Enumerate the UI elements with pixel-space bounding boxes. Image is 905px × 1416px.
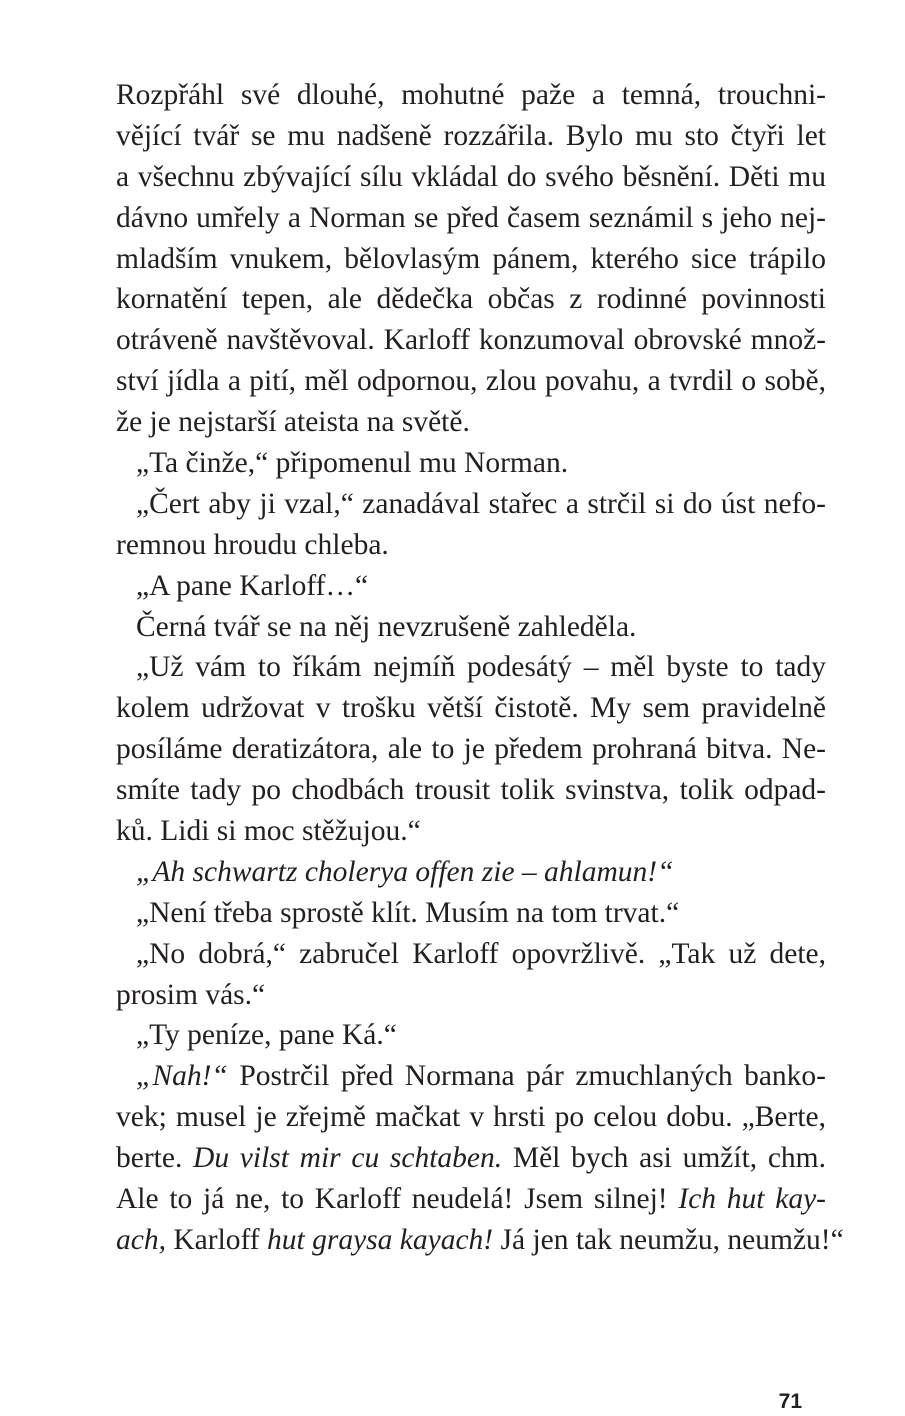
- text-line: [116, 1220, 844, 1261]
- text-line: [116, 320, 826, 361]
- text-line: [116, 647, 826, 688]
- text-line: [116, 1097, 826, 1138]
- text-span: „No dobrá,“ zabručel Karloff opovržlivě. „Tak už dete,: [136, 937, 826, 970]
- text-span-italic: ach,: [116, 1223, 166, 1256]
- text-span: Karloff: [165, 1223, 268, 1256]
- text-span: remnou hroudu chleba.: [116, 528, 389, 561]
- text-line: [116, 852, 826, 893]
- text-span: „Není třeba sprostě klít. Musím na tom trvat.“: [136, 896, 680, 929]
- text-span: Já jen tak neumžu, neumžu!“: [493, 1223, 844, 1256]
- text-span: kornatění tepen, ale dědečka občas z rodinné povinnosti: [116, 283, 826, 316]
- text-line: [116, 729, 826, 770]
- text-line: [116, 402, 826, 443]
- text-line: [116, 239, 826, 280]
- text-span: Postrčil před Normana pár zmuchlaných banko-: [227, 1060, 826, 1093]
- text-span-italic: „Nah!“: [136, 1060, 228, 1093]
- text-line: [116, 893, 826, 934]
- text-span: „Ty peníze, pane Ká.“: [136, 1019, 397, 1052]
- text-span: „Ah schwartz cholerya offen zie – ahlamun!“: [136, 855, 674, 888]
- text-span: mladším vnukem, bělovlasým pánem, kterého sice trápilo: [116, 242, 826, 275]
- page-number: 71: [778, 1390, 802, 1413]
- text-span: posíláme deratizátora, ale to je předem prohraná bitva. Ne-: [116, 733, 826, 766]
- text-span: vějící tvář se mu nadšeně rozzářila. Bylo mu sto čtyři let: [116, 119, 826, 152]
- text-line: [116, 975, 826, 1016]
- text-line: [116, 116, 826, 157]
- text-span: kolem udržovat v trošku větší čistotě. My sem pravidelně: [116, 692, 826, 725]
- book-page-text: [116, 75, 844, 1261]
- text-span-italic: hut graysa kayach!: [267, 1223, 494, 1256]
- text-span: „Čert aby ji vzal,“ zanadával stařec a strčil si do úst nefo-: [136, 487, 826, 520]
- text-line: [116, 279, 826, 320]
- text-span: „Ta činže,“ připomenul mu Norman.: [136, 447, 569, 480]
- text-span-italic: Du vilst mir cu schtaben.: [193, 1142, 503, 1175]
- text-span: a všechnu zbývající sílu vkládal do svého běsnění. Děti mu: [116, 160, 826, 193]
- text-span: „A pane Karloff…“: [136, 569, 369, 602]
- text-line: [116, 1056, 826, 1097]
- text-span: prosim vás.“: [116, 978, 266, 1011]
- text-span: Ale to já ne, to Karloff neudelá! Jsem silnej!: [116, 1183, 679, 1216]
- text-span: „Už vám to říkám nejmíň podesátý – měl byste to tady: [136, 651, 826, 684]
- text-span: ství jídla a pití, měl odpornou, zlou povahu, a tvrdil o sobě,: [116, 365, 826, 398]
- text-line: [116, 525, 826, 566]
- text-line: [116, 607, 826, 648]
- text-line: [116, 484, 826, 525]
- text-span: Měl bych asi umžít, chm.: [502, 1142, 827, 1175]
- text-line: [116, 75, 826, 116]
- text-span: otráveně navštěvoval. Karloff konzumoval obrovské množ-: [116, 324, 826, 357]
- text-line: [116, 1138, 826, 1179]
- text-span: dávno umřely a Norman se před časem seznámil s jeho nej-: [116, 201, 826, 234]
- text-span: že je nejstarší ateista na světě.: [116, 406, 470, 439]
- text-span: Rozpřáhl své dlouhé, mohutné paže a temná, trouchni-: [116, 79, 826, 111]
- text-line: [116, 443, 826, 484]
- text-span-italic: Ich hut kay-: [678, 1183, 827, 1216]
- text-span: berte.: [116, 1142, 194, 1175]
- text-line: [116, 934, 826, 975]
- text-span: Černá tvář se na něj nevzrušeně zahleděla.: [136, 610, 637, 643]
- text-line: [116, 361, 826, 402]
- text-line: [116, 688, 826, 729]
- text-span: ků. Lidi si moc stěžujou.“: [116, 815, 421, 848]
- text-line: [116, 566, 826, 607]
- text-line: [116, 811, 826, 852]
- text-line: [116, 1179, 826, 1220]
- text-line: [116, 1015, 826, 1056]
- text-line: [116, 770, 826, 811]
- text-line: [116, 157, 826, 198]
- text-line: [116, 198, 826, 239]
- text-span: smíte tady po chodbách trousit tolik svinstva, tolik odpad-: [116, 774, 826, 807]
- text-span: vek; musel je zřejmě mačkat v hrsti po celou dobu. „Berte,: [116, 1101, 826, 1134]
